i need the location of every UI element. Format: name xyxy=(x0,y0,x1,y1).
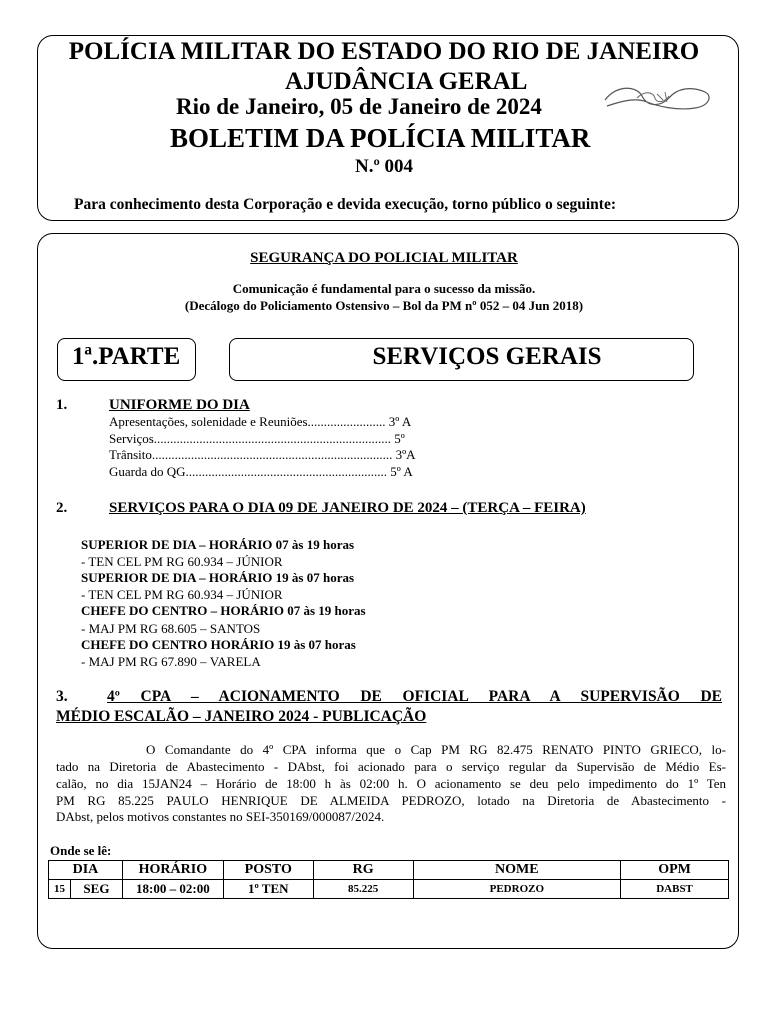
table-cell-opm: DABST xyxy=(621,880,729,899)
table-header: RG xyxy=(313,861,413,880)
org-name: POLÍCIA MILITAR DO ESTADO DO RIO DE JANEIRO xyxy=(68,38,700,65)
table-cell-day-name: SEG xyxy=(70,880,122,899)
table-row xyxy=(49,880,729,899)
table-caption: Onde se lê: xyxy=(50,843,112,858)
table-cell-nome: PEDROZO xyxy=(413,880,621,899)
section-1-number: 1. xyxy=(56,397,68,413)
section-3-title-line-1: 4º CPA – ACIONAMENTO DE OFICIAL PARA A SUPERVISÃO DE xyxy=(107,688,722,705)
duty-officer: - MAJ PM RG 68.605 – SANTOS xyxy=(81,621,261,636)
duty-role: CHEFE DO CENTRO – HORÁRIO 07 às 19 horas xyxy=(81,603,366,618)
duty-officer: - TEN CEL PM RG 60.934 – JÚNIOR xyxy=(81,554,283,569)
uniform-line: Trânsito.......................................................................... 3ºA xyxy=(109,447,416,462)
uniform-line: Guarda do QG.............................................................. 5º A xyxy=(109,464,413,479)
signature-icon xyxy=(597,80,715,114)
table-header: POSTO xyxy=(223,861,313,880)
uniform-line: Apresentações, solenidade e Reuniões........................ 3º A xyxy=(109,414,412,429)
security-motto: Comunicação é fundamental para o sucesso da missão. xyxy=(232,281,536,296)
part-title: SERVIÇOS GERAIS xyxy=(372,343,602,370)
paragraph-line: tado na Diretoria de Abastecimento - DAbst, foi acionado para o serviço regular da Supervisão de Médio Es- xyxy=(56,759,726,774)
duty-role: SUPERIOR DE DIA – HORÁRIO 07 às 19 horas xyxy=(81,537,355,552)
paragraph-line: calão, no dia 15JAN24 – Horário de 18:00 h às 02:00 h. O acionamento se deu pelo impedimento do 1º Ten xyxy=(56,776,726,791)
uniform-line: Serviços......................................................................... 5º xyxy=(109,431,405,446)
paragraph-line: O Comandante do 4º CPA informa que o Cap PM RG 82.475 RENATO PINTO GRIECO, lo- xyxy=(146,742,726,757)
table-cell-posto: 1º TEN xyxy=(223,880,313,899)
paragraph-line: DAbst, pelos motivos constantes no SEI-350169/000087/2024. xyxy=(56,809,385,824)
table-cell-horario: 18:00 – 02:00 xyxy=(122,880,223,899)
section-2-number: 2. xyxy=(56,500,68,516)
table-cell-rg: 85.225 xyxy=(313,880,413,899)
section-1-title: UNIFORME DO DIA xyxy=(109,397,250,413)
section-2-title: SERVIÇOS PARA O DIA 09 DE JANEIRO DE 2024 – (TERÇA – FEIRA) xyxy=(109,500,586,516)
security-reference: (Decálogo do Policiamento Ostensivo – Bol da PM nº 052 – 04 Jun 2018) xyxy=(184,298,584,313)
table-header: OPM xyxy=(621,861,729,880)
table-header: HORÁRIO xyxy=(122,861,223,880)
duty-table xyxy=(48,860,729,899)
section-3-title-line-2: MÉDIO ESCALÃO – JANEIRO 2024 - PUBLICAÇÃO xyxy=(56,708,427,725)
table-header: NOME xyxy=(413,861,621,880)
department-name: AJUDÂNCIA GERAL xyxy=(285,68,528,95)
bulletin-date: Rio de Janeiro, 05 de Janeiro de 2024 xyxy=(176,94,542,119)
bulletin-intro: Para conhecimento desta Corporação e devida execução, torno público o seguinte: xyxy=(74,196,617,213)
bulletin-title: BOLETIM DA POLÍCIA MILITAR xyxy=(170,123,591,153)
bulletin-number: N.º 004 xyxy=(355,156,413,177)
section-3-number: 3. xyxy=(56,688,72,706)
table-header: DIA xyxy=(49,861,123,880)
duty-role: SUPERIOR DE DIA – HORÁRIO 19 às 07 horas xyxy=(81,570,355,585)
duty-officer: - TEN CEL PM RG 60.934 – JÚNIOR xyxy=(81,587,283,602)
duty-officer: - MAJ PM RG 67.890 – VARELA xyxy=(81,654,261,669)
table-cell-day-number: 15 xyxy=(49,880,71,899)
part-label: 1ª.PARTE xyxy=(72,343,181,370)
table-header-row xyxy=(49,861,729,880)
duty-role: CHEFE DO CENTRO HORÁRIO 19 às 07 horas xyxy=(81,637,356,652)
paragraph-line: PM RG 85.225 PAULO HENRIQUE DE ALMEIDA PEDROZO, lotado na Diretoria de Abastecimento - xyxy=(56,793,726,808)
security-title: SEGURANÇA DO POLICIAL MILITAR xyxy=(250,250,518,266)
